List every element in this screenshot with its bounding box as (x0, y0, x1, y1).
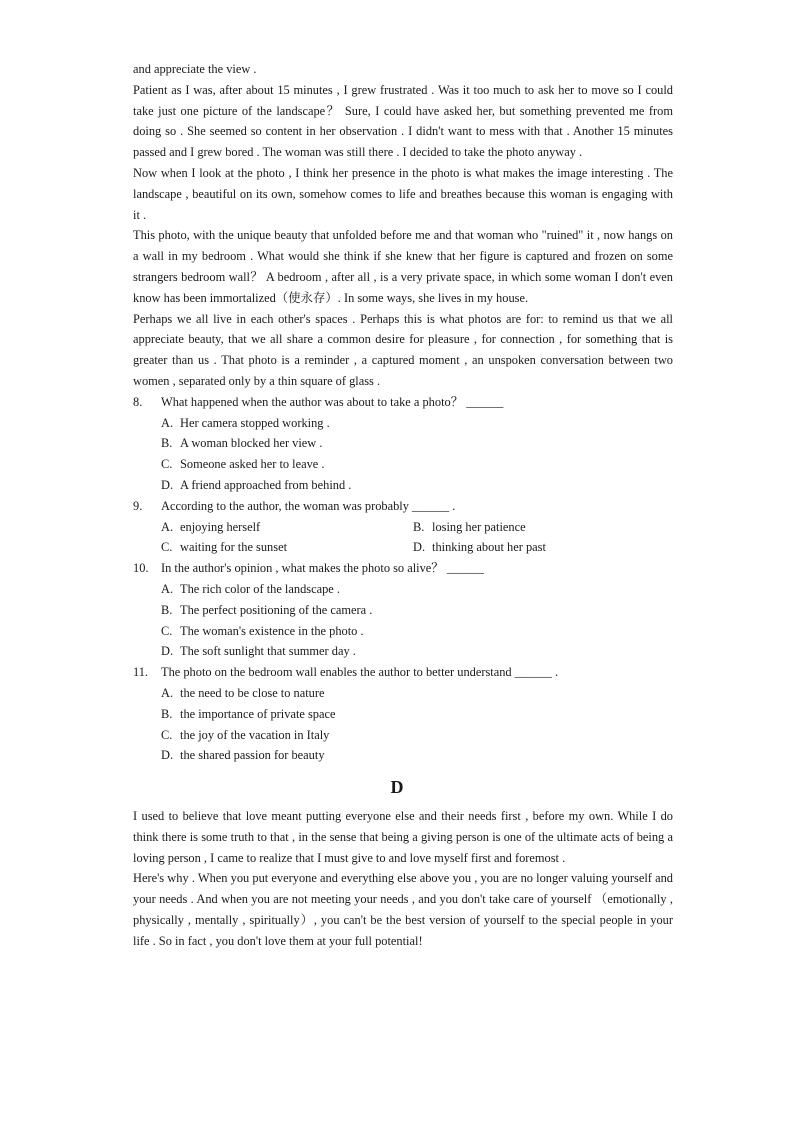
option-c (161, 725, 673, 746)
paragraph: Here's why . When you put everyone and everything else above you , you are no longer valuing yourself and your needs . And when you are not meeting your needs , and you don't take care of yourself （emotionally , physically , mentally , spiritually）, you can't be the best version of yourself to the special people in your life . So in fact , you don't love them at your full potential! (133, 871, 673, 948)
option-text: The woman's existence in the photo . (180, 623, 364, 638)
option-text: A friend approached from behind . (180, 477, 352, 492)
option-letter: B. (413, 519, 425, 534)
option-text: The perfect positioning of the camera . (180, 602, 373, 617)
question-number: 8. (133, 394, 143, 409)
option-letter: D. (413, 540, 426, 555)
document-page (133, 59, 673, 952)
option-letter: A. (161, 581, 174, 596)
question-10 (133, 558, 673, 662)
option-a (161, 517, 413, 538)
option-letter: C. (161, 457, 173, 472)
passage-c (133, 59, 673, 392)
option-d (161, 641, 673, 662)
option-letter: C. (161, 623, 173, 638)
question-stem: In the author's opinion , what makes the photo so alive？ ______ (161, 561, 484, 576)
option-text: The soft sunlight that summer day . (180, 644, 356, 659)
option-c (161, 621, 673, 642)
option-a (161, 683, 673, 704)
question-stem: The photo on the bedroom wall enables the author to better understand ______ . (161, 665, 559, 680)
paragraph: Patient as I was, after about 15 minutes , I grew frustrated . Was it too much to ask her to move so I could take just one picture of the landscape？ Sure, I could have asked her, but something prevented me from doing so . She seemed so content in her observation . I didn't want to mess with that . Another 15 minutes passed and I grew bored . The woman was still there . I decided to take the photo anyway . (133, 82, 673, 160)
question-8 (133, 392, 673, 496)
option-d (161, 745, 673, 766)
option-text: the shared passion for beauty (180, 748, 325, 763)
option-text: waiting for the sunset (180, 540, 288, 555)
option-text: Her camera stopped working . (180, 415, 330, 430)
option-text: losing her patience (432, 519, 526, 534)
option-b (161, 600, 673, 621)
paragraph: and appreciate the view . (133, 62, 257, 76)
option-letter: D. (161, 477, 174, 492)
option-letter: C. (161, 727, 173, 742)
option-text: the joy of the vacation in Italy (180, 727, 330, 742)
option-text: enjoying herself (180, 519, 261, 534)
paragraph: This photo, with the unique beauty that unfolded before me and that woman who "ruined" it , now hangs on a wall in my bedroom . What would she think if she knew that her figure is captured and frozen on some strangers bedroom wall？ A bedroom , after all , is a very private space, in which some woman I don't even know has been immortalized（使永存）. In some ways, she lives in my house. (133, 228, 673, 305)
option-b (413, 517, 673, 538)
question-stem: What happened when the author was about to take a photo？ ______ (161, 394, 504, 409)
paragraph: I used to believe that love meant putting everyone else and their needs first , before my own. While I do think there is some truth to that , in the sense that being a giving person is one of the ultimate acts of being a loving person , I came to realize that I must give to and love myself first and foremost . (133, 809, 673, 865)
option-a (161, 579, 673, 600)
option-letter: D. (161, 748, 174, 763)
option-d (161, 475, 673, 496)
option-letter: B. (161, 436, 173, 451)
option-letter: B. (161, 706, 173, 721)
paragraph: Perhaps we all live in each other's spaces . Perhaps this is what photos are for: to remind us that we all appreciate beauty, that we all share a common desire for pleasure , for connection , for something that is greater than us . That photo is a reminder , a captured moment , an unspoken conversation between two women , separated only by a thin square of glass . (133, 311, 673, 388)
option-letter: D. (161, 644, 174, 659)
option-letter: C. (161, 540, 173, 555)
question-number: 11. (133, 665, 149, 680)
option-a (161, 413, 673, 434)
question-number: 9. (133, 498, 143, 513)
option-d (413, 537, 673, 558)
option-letter: B. (161, 602, 173, 617)
option-text: Someone asked her to leave . (180, 457, 325, 472)
option-text: The rich color of the landscape . (180, 581, 340, 596)
option-c (161, 537, 413, 558)
option-c (161, 454, 673, 475)
option-text: the need to be close to nature (180, 685, 325, 700)
passage-d (133, 806, 673, 952)
option-letter: A. (161, 685, 174, 700)
option-text: thinking about her past (432, 540, 546, 555)
option-b (161, 704, 673, 725)
option-letter: A. (161, 519, 174, 534)
option-text: A woman blocked her view . (180, 436, 323, 451)
paragraph: Now when I look at the photo , I think her presence in the photo is what makes the image interesting . The landscape , beautiful on its own, somehow comes to life and breathes because this woman is engaging with it . (133, 165, 673, 222)
option-b (161, 433, 673, 454)
section-heading: D (390, 777, 404, 798)
option-letter: A. (161, 415, 174, 430)
question-9 (133, 496, 673, 558)
option-text: the importance of private space (180, 706, 336, 721)
question-11 (133, 662, 673, 766)
question-number: 10. (133, 561, 149, 576)
question-stem: According to the author, the woman was probably ______ . (161, 498, 456, 513)
